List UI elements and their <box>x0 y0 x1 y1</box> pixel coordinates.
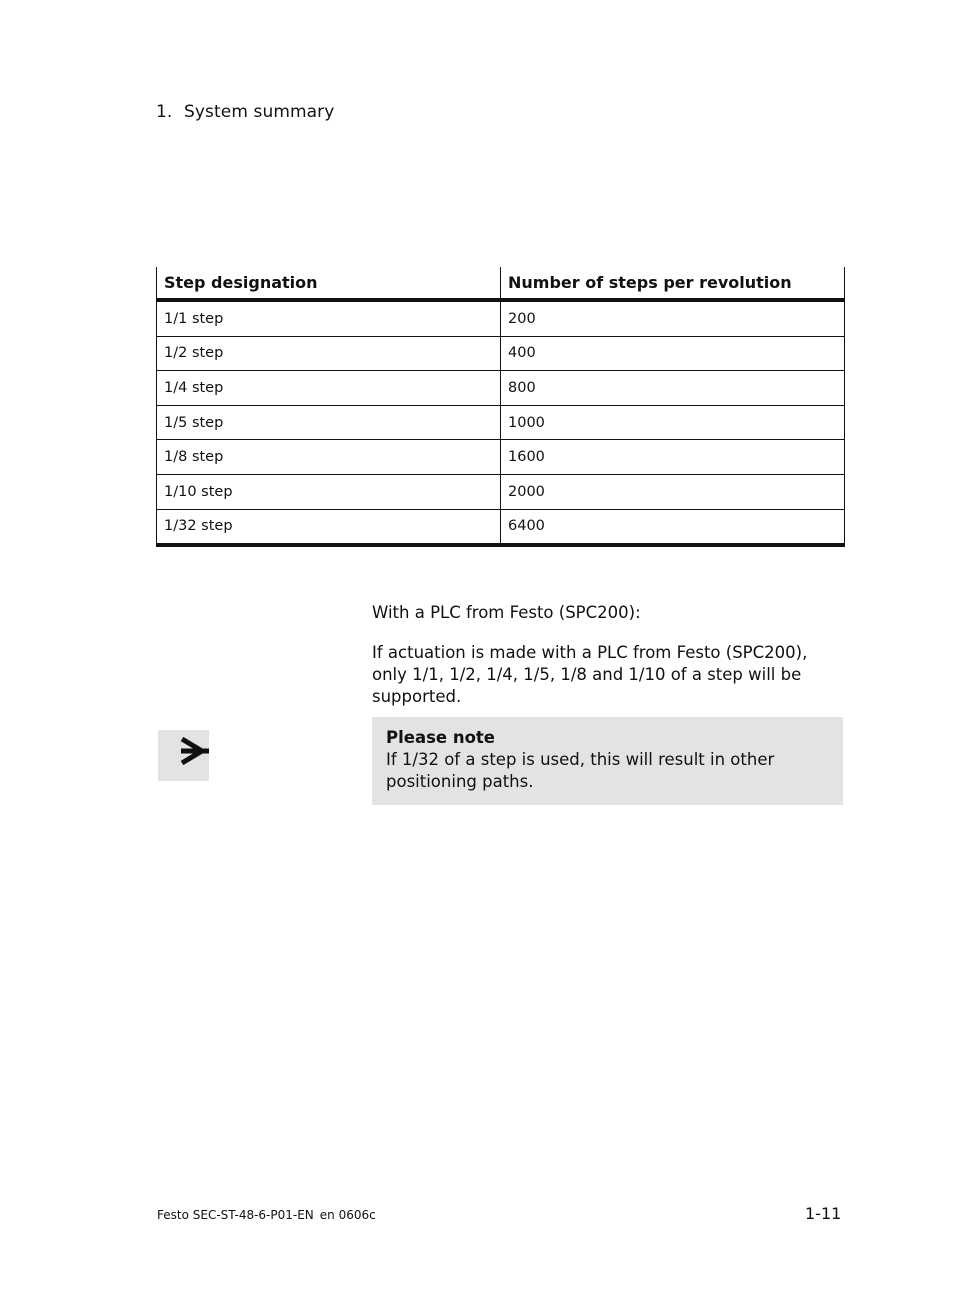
cell-steps-per-revolution: 800 <box>501 371 845 406</box>
table-row <box>157 371 845 406</box>
doc-id: Festo SEC-ST-48-6-P01-EN <box>157 1208 314 1222</box>
table-header-row <box>157 267 845 300</box>
cell-step-designation: 1/2 step <box>157 336 501 371</box>
footer-document-id <box>157 1208 376 1222</box>
section-number: 1. <box>156 102 173 122</box>
plc-heading: With a PLC from Festo (SPC200): <box>372 603 641 622</box>
cell-step-designation: 1/8 step <box>157 440 501 475</box>
section-header <box>156 102 334 122</box>
table-row <box>157 300 845 336</box>
edition: en 0606c <box>319 1208 376 1222</box>
table-row <box>157 440 845 475</box>
column-header-step-designation: Step designation <box>157 267 501 300</box>
cell-steps-per-revolution: 6400 <box>501 509 845 545</box>
cell-steps-per-revolution: 2000 <box>501 474 845 509</box>
cell-step-designation: 1/10 step <box>157 474 501 509</box>
note-title: Please note <box>386 728 495 747</box>
cell-step-designation: 1/4 step <box>157 371 501 406</box>
plc-body-text: If actuation is made with a PLC from Festo (SPC200), only 1/1, 1/2, 1/4, 1/5, 1/8 and 1/10 of a step will be supported. <box>372 643 808 706</box>
arrow-right-icon <box>158 730 209 781</box>
step-resolution-table <box>156 267 845 547</box>
page-number: 1-11 <box>805 1204 842 1223</box>
cell-step-designation: 1/1 step <box>157 300 501 336</box>
cell-steps-per-revolution: 400 <box>501 336 845 371</box>
table-row <box>157 336 845 371</box>
table-row <box>157 405 845 440</box>
cell-steps-per-revolution: 1600 <box>501 440 845 475</box>
please-note-box <box>372 717 843 805</box>
table-row <box>157 474 845 509</box>
table-row <box>157 509 845 545</box>
cell-step-designation: 1/5 step <box>157 405 501 440</box>
section-title: System summary <box>184 102 335 122</box>
note-text: If 1/32 of a step is used, this will result in other positioning paths. <box>386 750 775 791</box>
cell-steps-per-revolution: 200 <box>501 300 845 336</box>
cell-step-designation: 1/32 step <box>157 509 501 545</box>
cell-steps-per-revolution: 1000 <box>501 405 845 440</box>
column-header-steps-per-revolution: Number of steps per revolution <box>501 267 845 300</box>
